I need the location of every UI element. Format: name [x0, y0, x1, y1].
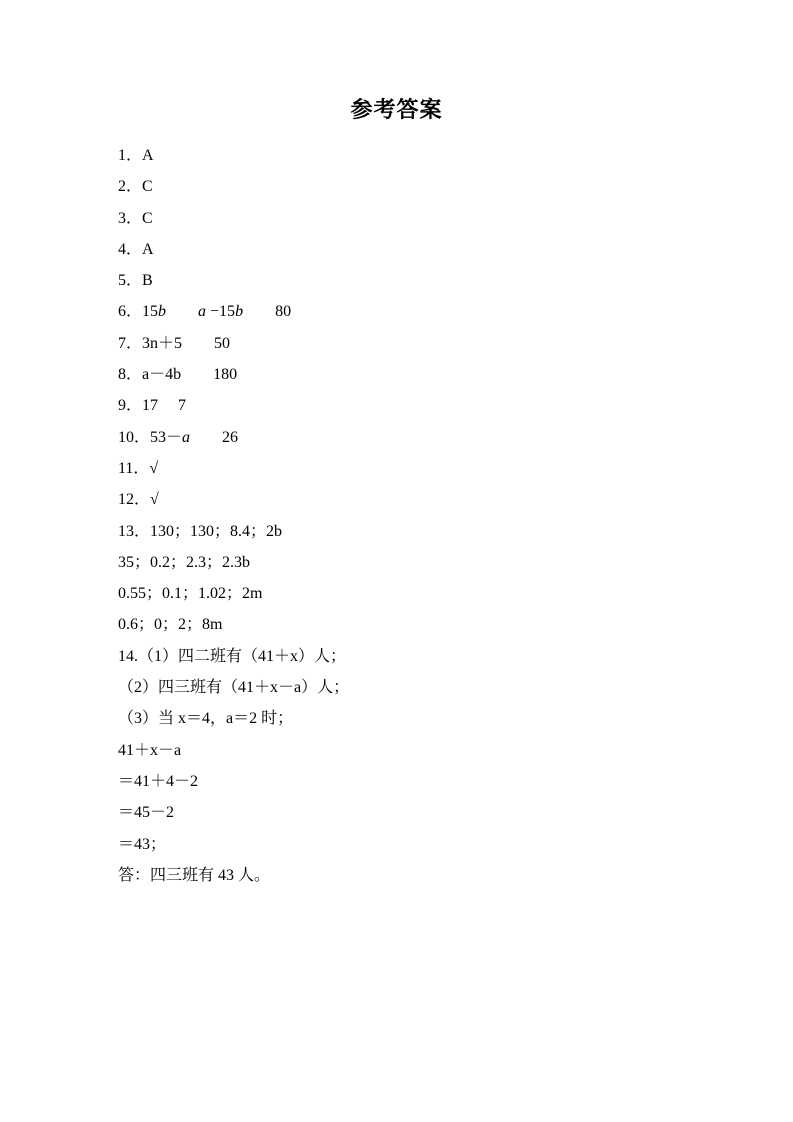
text-segment: 6．15: [118, 303, 159, 321]
text-segment: （3）当 x＝4，a＝2 时；: [118, 710, 294, 728]
page-title: 参考答案: [350, 98, 443, 123]
text-segment: ＝45－2: [118, 804, 175, 822]
answer-line: [118, 328, 713, 359]
text-segment: 11．√: [118, 459, 159, 477]
text-segment: 3．C: [118, 209, 153, 227]
answer-line: [118, 453, 713, 484]
text-segment: ＝41＋4－2: [118, 772, 199, 790]
math-variable: b: [158, 303, 167, 321]
answer-line: [118, 703, 713, 734]
answer-line: [118, 609, 713, 640]
answers-list: [0, 140, 793, 891]
text-segment: 4．A: [118, 240, 154, 258]
text-segment: 8．a－4b 180: [118, 366, 238, 384]
answer-line: [118, 234, 713, 265]
answer-line: [118, 641, 713, 672]
text-segment: 1．A: [118, 147, 154, 164]
text-segment: 80: [243, 303, 292, 321]
answer-line: [118, 422, 713, 453]
answer-line: [118, 578, 713, 609]
answer-line: [118, 359, 713, 390]
answer-line: [118, 484, 713, 515]
answer-line: [118, 860, 713, 891]
math-variable: a: [198, 303, 207, 321]
text-segment: 41＋x－a: [118, 741, 182, 759]
text-segment: 2．C: [118, 178, 153, 196]
answer-line: [118, 672, 713, 703]
text-segment: （2）四三班有（41＋x－a）人；: [118, 679, 350, 697]
text-segment: 答：四三班有 43 人。: [118, 866, 271, 884]
answer-line: [118, 265, 713, 296]
text-segment: 35；0.2；2.3；2.3b: [118, 553, 251, 571]
answer-line: [118, 203, 713, 234]
answer-line: [118, 766, 713, 797]
text-segment: 0.6；0；2；8m: [118, 616, 223, 634]
answer-line: [118, 390, 713, 421]
answer-line: [118, 797, 713, 828]
text-segment: 7．3n＋5 50: [118, 334, 231, 352]
answer-line: [118, 829, 713, 860]
text-segment: 26: [190, 428, 239, 446]
text-segment: 12．√: [118, 491, 159, 509]
math-variable: a: [182, 428, 191, 446]
answer-line: [118, 296, 713, 327]
answer-line: [118, 735, 713, 766]
text-segment: 13．130；130；8.4；2b: [118, 522, 283, 540]
text-segment: ＝43；: [118, 835, 167, 853]
text-segment: 9．17 7: [118, 397, 187, 415]
math-variable: b: [235, 303, 244, 321]
text-segment: 0.55；0.1；1.02；2m: [118, 585, 263, 603]
answer-line: [118, 171, 713, 202]
text-segment: 14.（1）四二班有（41＋x）人；: [118, 647, 347, 665]
answer-line: [118, 547, 713, 578]
answer-line: [118, 516, 713, 547]
text-segment: 5．B: [118, 272, 153, 290]
text-segment: −15: [206, 303, 236, 321]
text-segment: 10．53－: [118, 428, 183, 446]
answer-line: [118, 140, 713, 171]
text-segment: [166, 303, 198, 320]
